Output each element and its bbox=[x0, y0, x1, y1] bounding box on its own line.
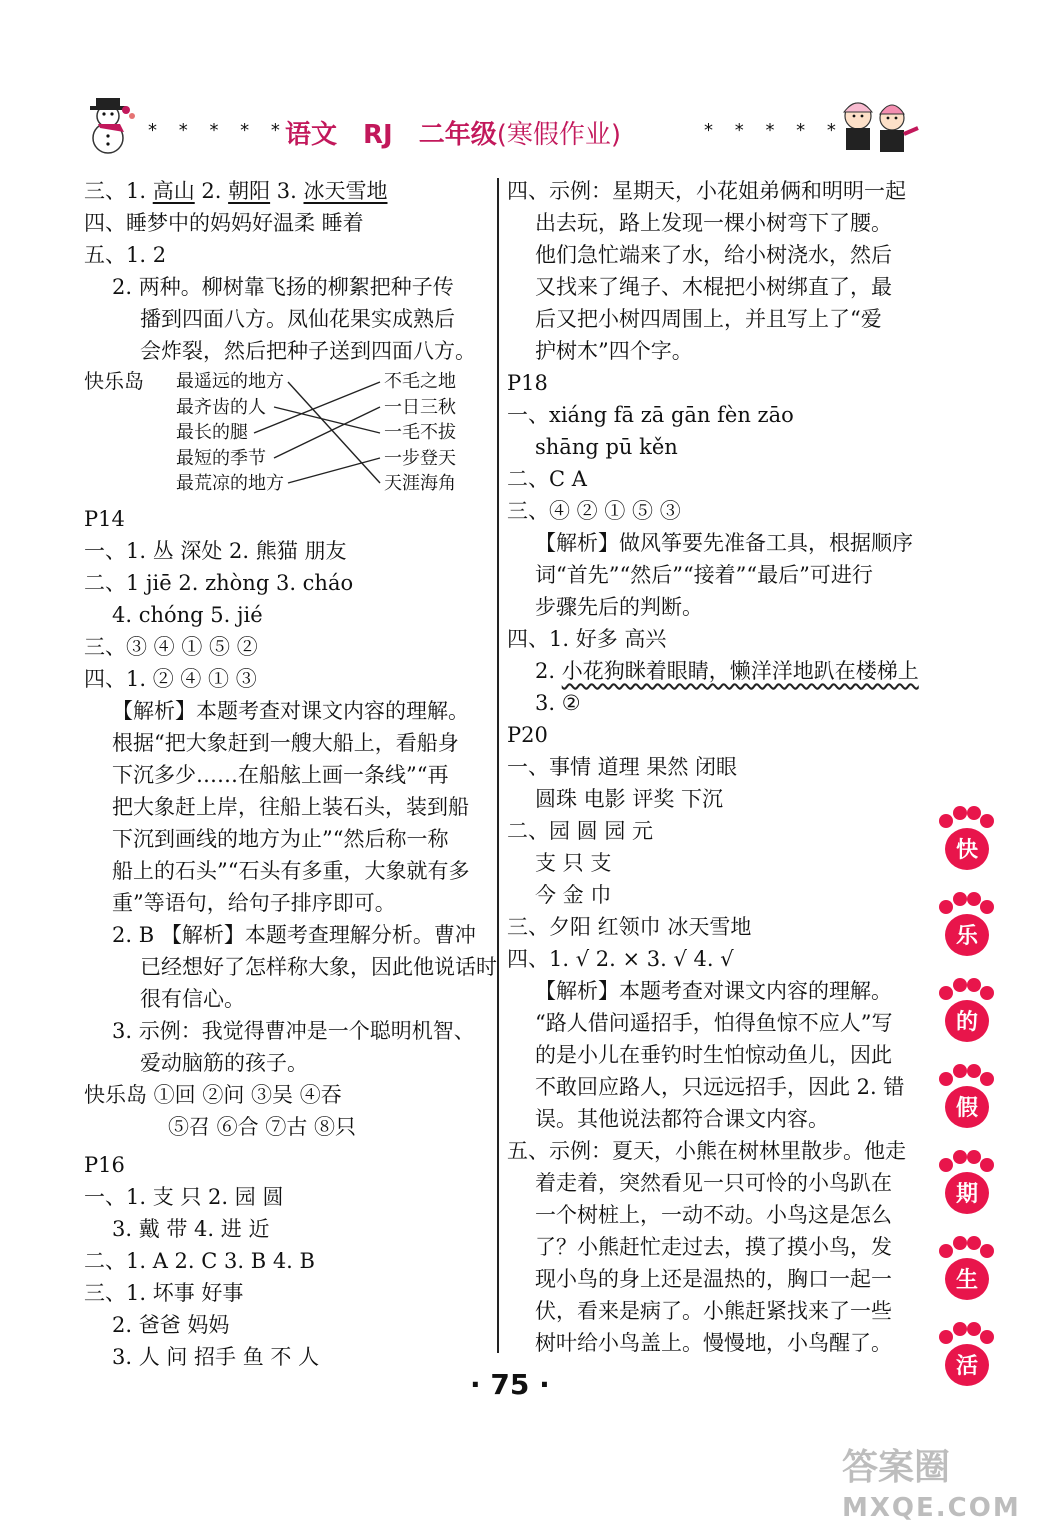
answer-line: 三、1. 高山 2. 朝阳 3. 冰天雪地 bbox=[84, 179, 388, 203]
answer-line: 伏，看来是病了。小熊赶紧找来了一些 bbox=[535, 1299, 892, 1323]
answer-line: 2. 爸爸 妈妈 bbox=[112, 1313, 230, 1337]
answer-line: 二、1. A 2. C 3. B 4. B bbox=[84, 1249, 315, 1273]
match-line bbox=[288, 382, 380, 483]
column-divider bbox=[497, 178, 499, 1353]
edition: RJ bbox=[363, 120, 393, 150]
answer-line: 2. 两种。柳树靠飞扬的柳絮把种子传 bbox=[112, 275, 454, 299]
section-heading: P20 bbox=[507, 723, 548, 747]
match-left-item: 最齐齿的人 bbox=[176, 396, 266, 418]
answer-line: 一个树桩上，一动不动。小鸟这是怎么 bbox=[535, 1203, 892, 1227]
answer-line: 爱动脑筋的孩子。 bbox=[140, 1051, 308, 1075]
answer-line: 【解析】本题考查对课文内容的理解。 bbox=[535, 979, 892, 1003]
section-heading: P18 bbox=[507, 371, 548, 395]
answer-line: 步骤先后的判断。 bbox=[535, 595, 703, 619]
left-column bbox=[84, 175, 497, 1373]
book-type: (寒假作业) bbox=[496, 120, 622, 150]
answer-line: 3. 示例：我觉得曹冲是一个聪明机智、 bbox=[112, 1019, 475, 1043]
answer-line: 支 只 支 bbox=[535, 851, 612, 875]
answer-line: 一、1. 支 只 2. 园 圆 bbox=[84, 1185, 284, 1209]
paw-icon: 快 bbox=[934, 805, 998, 879]
answer-line: 误。其他说法都符合课文内容。 bbox=[535, 1107, 829, 1131]
match-left-item: 最遥远的地方 bbox=[176, 371, 284, 392]
answer-line: 五、1. 2 bbox=[84, 243, 167, 267]
answer-line: 会炸裂，然后把种子送到四面八方。 bbox=[140, 339, 476, 363]
header-title bbox=[285, 114, 647, 151]
answer-line: 【解析】做风筝要先准备工具，根据顺序 bbox=[535, 531, 913, 555]
answer-line: 已经想好了怎样称大象，因此他说话时 bbox=[140, 955, 497, 979]
answer-line: 下沉多少……在船舷上画一条线”“再 bbox=[112, 763, 449, 787]
answer-line: 不敢回应路人，只远远招手，因此 2. 错 bbox=[535, 1075, 905, 1099]
match-line bbox=[274, 407, 380, 433]
paw-icon: 活 bbox=[934, 1321, 998, 1395]
answer-line: 2. 小花狗眯着眼睛，懒洋洋地趴在楼梯上 bbox=[535, 659, 919, 683]
answer-line: 三、④ ② ① ⑤ ③ bbox=[507, 499, 681, 523]
paw-icon: 乐 bbox=[934, 891, 998, 965]
match-right-item: 一步登天 bbox=[384, 447, 456, 469]
match-line bbox=[274, 407, 380, 458]
answer-line: 的是小儿在垂钓时生怕惊动鱼儿，因此 bbox=[535, 1043, 892, 1067]
answer-line: 根据“把大象赶到一艘大船上，看船身 bbox=[112, 731, 459, 755]
answer-line: 四、1. ② ④ ① ③ bbox=[84, 667, 257, 691]
paw-icon: 假 bbox=[934, 1063, 998, 1137]
stars-left: * * * * * bbox=[148, 120, 288, 141]
match-right-item: 天涯海角 bbox=[384, 473, 456, 494]
match-right-item: 不毛之地 bbox=[384, 371, 456, 392]
answer-line: 四、示例：星期天，小花姐弟俩和明明一起 bbox=[507, 179, 906, 203]
answer-line: 一、1. 丛 深处 2. 熊猫 朋友 bbox=[84, 539, 347, 563]
answer-line: ⑤召 ⑥合 ⑦古 ⑧只 bbox=[168, 1115, 357, 1139]
answer-line: 了？小熊赶忙走过去，摸了摸小鸟，发 bbox=[535, 1235, 892, 1259]
paw-icon: 的 bbox=[934, 977, 998, 1051]
answer-line: 现小鸟的身上还是温热的，胸口一起一 bbox=[535, 1267, 892, 1291]
answer-line: 3. 戴 带 4. 进 近 bbox=[112, 1217, 270, 1241]
answer-line: 2. B 【解析】本题考查理解分析。曹冲 bbox=[112, 923, 476, 947]
answer-line: 3. 人 问 招手 鱼 不 人 bbox=[112, 1345, 320, 1369]
answer-line: 三、1. 坏事 好事 bbox=[84, 1281, 244, 1305]
match-left-item: 最长的腿 bbox=[176, 422, 248, 443]
match-label: 快乐岛 bbox=[84, 369, 144, 393]
right-column bbox=[507, 175, 917, 1359]
answer-line: 三、夕阳 红领巾 冰天雪地 bbox=[507, 915, 752, 939]
answer-line: 又找来了绳子、木棍把小树绑直了，最 bbox=[535, 275, 892, 299]
match-lines bbox=[84, 369, 494, 497]
answer-line: 三、③ ④ ① ⑤ ② bbox=[84, 635, 258, 659]
answer-line: 4. chóng 5. jié bbox=[112, 603, 263, 627]
answer-line: 出去玩，路上发现一棵小树弯下了腰。 bbox=[535, 211, 892, 235]
answer-line: “路人借问遥招手，怕得鱼惊不应人”写 bbox=[535, 1011, 893, 1035]
answer-line: 一、事情 道理 果然 闭眼 bbox=[507, 755, 738, 779]
answer-line: 一、xiáng fā zā gān fèn zāo bbox=[507, 403, 794, 427]
grade: 二年级 bbox=[418, 120, 497, 150]
section-heading: P14 bbox=[84, 507, 125, 531]
answer-line: 他们急忙端来了水，给小树浇水，然后 bbox=[535, 243, 892, 267]
side-paw-column bbox=[934, 805, 1006, 1407]
answer-line: 后又把小树四周围上，并且写上了“爱 bbox=[535, 307, 882, 331]
answer-line: 今 金 巾 bbox=[535, 883, 612, 907]
watermark: 答案圈 MXQE.COM bbox=[842, 1447, 1021, 1523]
answer-line: 二、园 圆 园 元 bbox=[507, 819, 654, 843]
match-left-item: 最荒凉的地方 bbox=[176, 473, 284, 494]
snowman-left-icon bbox=[78, 94, 148, 156]
answer-line: shāng pū kěn bbox=[535, 435, 678, 459]
answer-line: 词“首先”“然后”“接着”“最后”可进行 bbox=[535, 563, 873, 587]
stars-right: * * * * * bbox=[704, 120, 844, 141]
page-header bbox=[70, 88, 920, 158]
answer-line: 圆珠 电影 评奖 下沉 bbox=[535, 787, 724, 811]
page-number: · 75 · bbox=[470, 1368, 550, 1401]
answer-line: 把大象赶上岸，往船上装石头，装到船 bbox=[112, 795, 469, 819]
match-right-item: 一毛不拔 bbox=[384, 422, 456, 443]
answer-line: 下沉到画线的地方为止”“然后称一称 bbox=[112, 827, 449, 851]
answer-line: 着走着，突然看见一只可怜的小鸟趴在 bbox=[535, 1171, 892, 1195]
section-heading: P16 bbox=[84, 1153, 125, 1177]
answer-line: 3. ② bbox=[535, 691, 581, 715]
subject: 语文 bbox=[285, 120, 338, 150]
paw-icon: 生 bbox=[934, 1235, 998, 1309]
answer-line: 二、C A bbox=[507, 467, 587, 491]
answer-line: 四、睡梦中的妈妈好温柔 睡着 bbox=[84, 211, 364, 235]
answer-line: 船上的石头”“石头有多重，大象就有多 bbox=[112, 859, 470, 883]
match-line bbox=[288, 458, 380, 483]
answer-line: 快乐岛 ①回 ②问 ③吴 ④吞 bbox=[84, 1083, 342, 1107]
answer-line: 重”等语句，给句子排序即可。 bbox=[112, 891, 396, 915]
answer-line: 四、1. √ 2. × 3. √ 4. √ bbox=[507, 947, 734, 971]
answer-line: 树叶给小鸟盖上。慢慢地，小鸟醒了。 bbox=[535, 1331, 892, 1355]
answer-line: 护树木”四个字。 bbox=[535, 339, 693, 363]
answer-line: 很有信心。 bbox=[140, 987, 245, 1011]
match-line bbox=[254, 382, 380, 433]
answer-line: 【解析】本题考查对课文内容的理解。 bbox=[112, 699, 469, 723]
answer-line: 二、1 jiē 2. zhòng 3. cháo bbox=[84, 571, 354, 595]
answer-line: 播到四面八方。凤仙花果实成熟后 bbox=[140, 307, 455, 331]
paw-icon: 期 bbox=[934, 1149, 998, 1223]
kids-right-icon bbox=[830, 88, 920, 158]
matching-exercise bbox=[84, 369, 494, 497]
match-left-item: 最短的季节 bbox=[176, 447, 266, 469]
answer-line: 五、示例：夏天，小熊在树林里散步。他走 bbox=[507, 1139, 906, 1163]
match-right-item: 一日三秋 bbox=[384, 396, 456, 418]
answer-line: 四、1. 好多 高兴 bbox=[507, 627, 667, 651]
